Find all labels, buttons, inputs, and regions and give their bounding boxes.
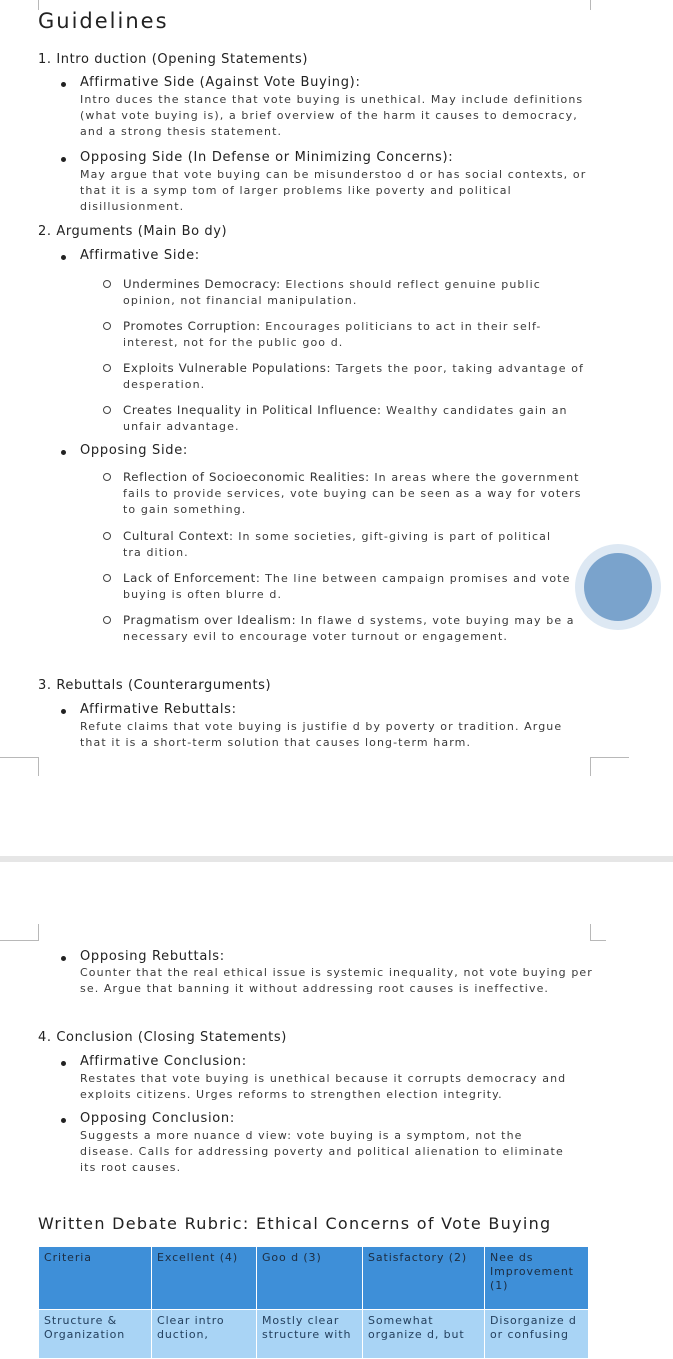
argument-item-title: Creates Inequality in Political Influence: — [123, 403, 382, 417]
sub-bullet — [103, 616, 111, 624]
argument-item-title: Cultural Context: — [123, 529, 234, 543]
page-corner-mark — [590, 757, 629, 776]
bullet — [61, 82, 66, 87]
sub-bullet — [103, 406, 111, 414]
argument-item-text: In some societies, gift-giving is part of political tra dition. — [123, 530, 552, 559]
argument-item — [123, 528, 573, 561]
bullet — [61, 157, 66, 162]
rubric-title: Written Debate Rubric: Ethical Concerns of Vote Buying — [38, 1214, 552, 1233]
header-cell: Nee ds Improvement (1) — [485, 1247, 589, 1310]
conclusion-affirmative-text: Restates that vote buying is unethical because it corrupts democracy and exploits citizens. Urges reforms to strengthen election integrity. — [80, 1072, 567, 1101]
conclusion-opposing-text: Suggests a more nuance d view: vote buying is a symptom, not the disease. Calls for addressing poverty and political alienation to eliminate its root causes. — [80, 1129, 564, 1174]
argument-item — [123, 469, 583, 518]
bullet — [61, 1118, 66, 1123]
rubric-table — [38, 1246, 589, 1359]
document-page-2 — [0, 862, 673, 1345]
argument-item — [123, 570, 583, 603]
table-cell: Structure & Organization — [39, 1310, 152, 1359]
table-cell: Somewhat organize d, but — [363, 1310, 485, 1359]
table-header-row — [39, 1247, 589, 1310]
table-cell: Mostly clear structure with — [257, 1310, 363, 1359]
section-heading-rebuttals: 3. Rebuttals (Counterarguments) — [38, 678, 272, 693]
argument-item — [123, 276, 583, 309]
sub-bullet — [103, 574, 111, 582]
intro-affirmative-text: Intro duces the stance that vote buying is unethical. May include definitions (what vote buying is), a brief overview of the harm it causes to democracy, and a strong thesis statement. — [80, 93, 584, 138]
page-corner-mark — [0, 0, 39, 10]
page-corner-mark — [590, 924, 606, 941]
argument-item-title: Promotes Corruption: — [123, 319, 261, 333]
argument-item-text: Wealthy candidates gain an unfair advantage. — [123, 404, 568, 433]
section-heading-conclusion: 4. Conclusion (Closing Statements) — [38, 1030, 287, 1045]
rebuttals-opposing-label: Opposing Rebuttals: — [80, 949, 225, 964]
intro-opposing-label: Opposing Side (In Defense or Minimizing Concerns): — [80, 150, 454, 165]
argument-item — [123, 612, 578, 645]
sub-bullet — [103, 280, 111, 288]
page-corner-mark — [0, 924, 39, 941]
argument-item-text: The line between campaign promises and vote buying is often blurre d. — [123, 572, 571, 601]
header-cell: Criteria — [39, 1247, 152, 1310]
bullet — [61, 709, 66, 714]
intro-opposing-text: May argue that vote buying can be misunderstoo d or has social contexts, or that it is a symp tom of larger problems like poverty and political disillusionment. — [80, 168, 587, 213]
argument-item-title: Undermines Democracy: — [123, 277, 281, 291]
section-heading-introduction: 1. Intro duction (Opening Statements) — [38, 52, 309, 67]
argument-item-text: In flawe d systems, vote buying may be a necessary evil to encourage voter turnout or engagement. — [123, 614, 575, 643]
page-corner-mark — [590, 0, 629, 10]
header-cell: Satisfactory (2) — [363, 1247, 485, 1310]
bullet — [61, 255, 66, 260]
table-cell: Disorganize d or confusing — [485, 1310, 589, 1359]
page-title: Guidelines — [38, 9, 169, 33]
argument-item-text: Targets the poor, taking advantage of desperation. — [123, 362, 584, 391]
rebuttals-opposing-text: Counter that the real ethical issue is systemic inequality, not vote buying per se. Argue that banning it without addressing root causes is ineffective. — [80, 966, 593, 995]
arguments-affirmative-label: Affirmative Side: — [80, 248, 200, 263]
argument-item-title: Reflection of Socioeconomic Realities: — [123, 470, 370, 484]
sub-bullet — [103, 532, 111, 540]
argument-item — [123, 318, 563, 351]
table-cell: Clear intro duction, — [152, 1310, 257, 1359]
argument-item-title: Pragmatism over Idealism: — [123, 613, 297, 627]
bullet — [61, 956, 66, 961]
argument-item — [123, 402, 593, 435]
argument-item-title: Lack of Enforcement: — [123, 571, 261, 585]
arguments-opposing-label: Opposing Side: — [80, 443, 188, 458]
intro-affirmative-label: Affirmative Side (Against Vote Buying): — [80, 75, 361, 90]
rebuttals-affirmative-text: Refute claims that vote buying is justifie d by poverty or tradition. Argue that it is a short-term solution that causes long-term harm. — [80, 720, 563, 749]
page-corner-mark — [0, 757, 39, 776]
argument-item-text: Elections should reflect genuine public opinion, not financial manipulation. — [123, 278, 541, 307]
table-row — [39, 1310, 589, 1359]
header-cell: Goo d (3) — [257, 1247, 363, 1310]
sub-bullet — [103, 364, 111, 372]
conclusion-affirmative-label: Affirmative Conclusion: — [80, 1054, 247, 1069]
conclusion-opposing-label: Opposing Conclusion: — [80, 1111, 235, 1126]
bullet — [61, 450, 66, 455]
header-cell: Excellent (4) — [152, 1247, 257, 1310]
bullet — [61, 1061, 66, 1066]
section-heading-arguments: 2. Arguments (Main Bo dy) — [38, 224, 228, 239]
argument-item-text: In areas where the government fails to provide services, vote buying can be seen as a way for voters to gain something. — [123, 471, 582, 516]
sub-bullet — [103, 473, 111, 481]
argument-item-text: Encourages politicians to act in their self-interest, not for the public goo d. — [123, 320, 542, 349]
sub-bullet — [103, 322, 111, 330]
argument-item-title: Exploits Vulnerable Populations: — [123, 361, 332, 375]
rebuttals-affirmative-label: Affirmative Rebuttals: — [80, 702, 237, 717]
circle-icon — [584, 553, 652, 621]
argument-item — [123, 360, 588, 393]
